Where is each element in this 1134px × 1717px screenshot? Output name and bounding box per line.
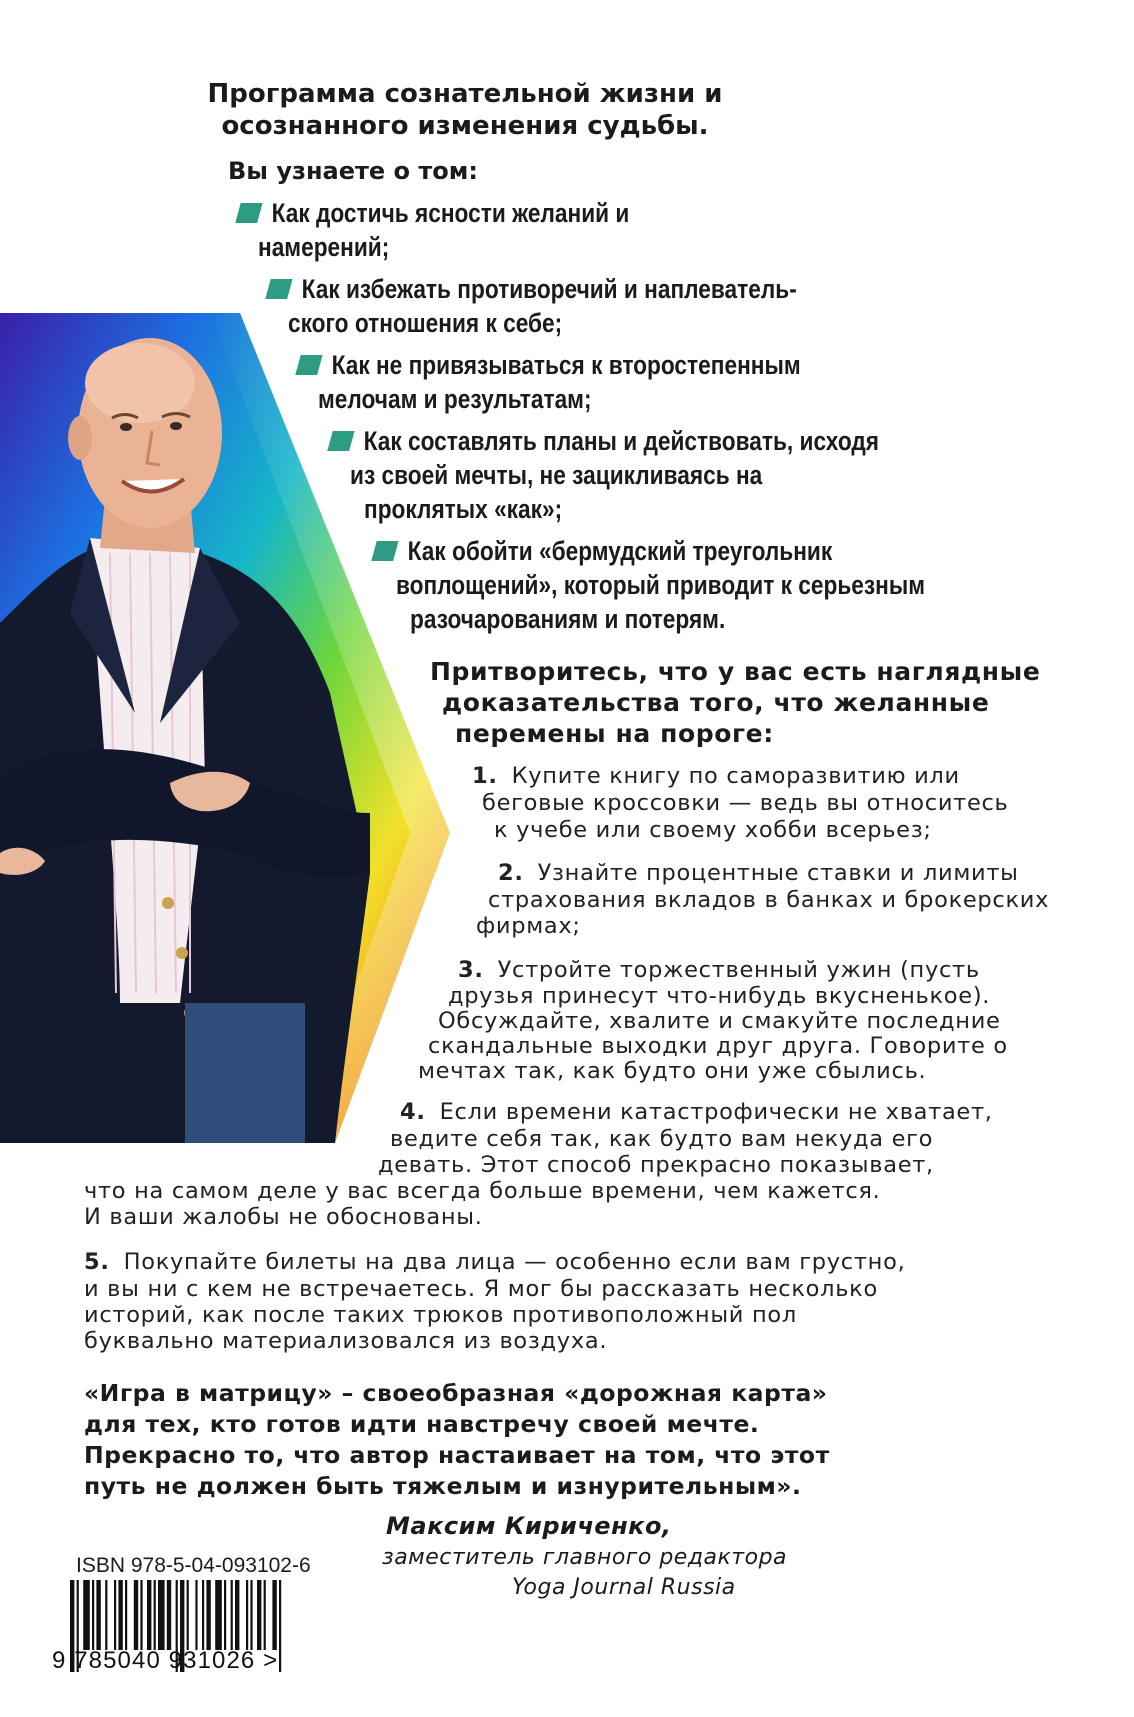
step-4-line-4: что на самом деле у вас всегда больше времени, чем кажется.	[84, 1178, 881, 1204]
step-2	[498, 860, 1019, 886]
step-5-line-3: историй, как после таких трюков противоположный пол	[84, 1302, 797, 1328]
barcode-bar	[257, 1580, 261, 1650]
review-quote	[84, 1378, 830, 1502]
step-4-line-2: ведите себя так, как будто вам некуда его	[390, 1126, 934, 1152]
barcode-bar	[187, 1580, 189, 1650]
barcode-bar	[272, 1580, 276, 1650]
learn-item-4-line-1: Как составлять планы и действовать, исходя	[363, 426, 880, 456]
quote-line-4: путь не должен быть тяжелым и изнурительным».	[84, 1472, 802, 1500]
learn-item-5-line-2: воплощений», который приводит к серьезным	[396, 570, 926, 600]
author-role: заместитель главного редактора	[382, 1545, 788, 1570]
barcode-bar	[167, 1580, 171, 1650]
step-4-number: 4.	[400, 1099, 426, 1125]
barcode-bar	[105, 1580, 107, 1650]
step-1	[472, 763, 960, 789]
step-3-line-2: друзья принесут что-нибудь вкусненькое).	[448, 983, 991, 1009]
step-1-line-2: беговые кроссовки — ведь вы относитесь	[482, 790, 1009, 816]
barcode-bar	[235, 1580, 239, 1650]
learn-item-5	[374, 534, 832, 568]
learn-item-1-line-1: Как достичь ясности желаний и	[271, 198, 630, 228]
step-4-line-3: девать. Этот способ прекрасно показывает,	[378, 1152, 934, 1178]
learn-item-3-line-2: мелочам и результатам;	[318, 384, 592, 414]
bullet-marker-icon	[371, 541, 398, 561]
learn-item-4-line-3: проклятых «как»;	[364, 494, 563, 524]
title-line-1: Программа сознательной жизни и	[207, 79, 723, 109]
barcode-bar	[264, 1580, 266, 1650]
step-2-line-2: страхования вкладов в банках и брокерских	[488, 887, 1050, 913]
quote-line-2: для тех, кто готов идти навстречу своей мечте.	[84, 1410, 760, 1438]
step-2-line-1: Узнайте процентные ставки и лимиты	[537, 860, 1019, 886]
barcode-digits: 9 785040 931026 >	[52, 1647, 279, 1674]
step-3-line-3: Обсуждайте, хвалите и смакуйте последние	[438, 1008, 1001, 1034]
barcode-bar	[134, 1580, 138, 1650]
barcode-bar	[224, 1580, 226, 1650]
step-5-line-4: буквально материализовался из воздуха.	[84, 1328, 608, 1354]
author-publication: Yoga Journal Russia	[512, 1575, 736, 1600]
learn-item-2	[268, 272, 797, 306]
pretend-line-3: перемены на пороге:	[455, 719, 774, 748]
learn-item-5-line-1: Как обойти «бермудский треугольник	[407, 536, 833, 566]
barcode-bar	[154, 1580, 156, 1650]
step-5	[84, 1249, 905, 1275]
barcode-bar	[147, 1580, 151, 1650]
barcode-bar	[250, 1580, 252, 1650]
barcode-bar	[279, 1580, 281, 1672]
barcode-bar	[158, 1580, 165, 1650]
bullet-marker-icon	[265, 279, 292, 299]
step-2-number: 2.	[498, 860, 524, 886]
learn-item-4	[330, 424, 879, 458]
step-3	[458, 957, 980, 983]
step-4-line-5: И ваши жалобы не обоснованы.	[84, 1204, 483, 1230]
barcode-bar	[231, 1580, 233, 1650]
quote-line-1: «Игра в матрицу» – своеобразная «дорожная карта»	[84, 1379, 828, 1407]
quote-line-3: Прекрасно то, что автор настаивает на том, что этот	[84, 1441, 830, 1469]
pretend-line-1: Притворитесь, что у вас есть наглядные	[430, 657, 1041, 686]
barcode-bar	[202, 1580, 204, 1650]
learn-item-2-line-1: Как избежать противоречий и наплеватель-	[301, 274, 797, 304]
learn-item-1-line-2: намерений;	[258, 232, 390, 262]
learn-item-1	[238, 196, 629, 230]
step-3-line-5: мечтах так, как будто они уже сбылись.	[418, 1058, 927, 1084]
bullet-marker-icon	[235, 203, 262, 223]
barcode-bar	[96, 1580, 100, 1650]
step-1-line-1: Купите книгу по саморазвитию или	[511, 763, 960, 789]
step-5-line-1: Покупайте билеты на два лица — особенно если вам грустно,	[123, 1249, 906, 1275]
pretend-line-2: доказательства того, что желанные	[442, 688, 990, 717]
barcode-bar	[140, 1580, 142, 1650]
barcode-bar	[125, 1580, 127, 1650]
title-line-2: осознанного изменения судьбы.	[221, 111, 709, 141]
learn-item-3-line-1: Как не привязываться к второстепенным	[331, 350, 801, 380]
step-3-number: 3.	[458, 957, 484, 983]
barcode-bar	[114, 1580, 116, 1650]
barcode-bar	[83, 1580, 90, 1650]
page-title	[150, 78, 780, 142]
step-1-line-3: к учебе или своему хобби всерьез;	[494, 817, 932, 843]
step-3-line-1: Устройте торжественный ужин (пусть	[497, 957, 980, 983]
step-2-line-3: фирмах;	[476, 913, 581, 939]
barcode-bar	[246, 1580, 248, 1650]
learn-item-3	[298, 348, 801, 382]
intro-heading: Вы узнаете о том:	[228, 157, 478, 185]
barcode-bar	[215, 1580, 222, 1650]
learn-item-5-line-3: разочарованиям и потерям.	[410, 604, 726, 634]
step-4-line-1: Если времени катастрофически не хватает,	[439, 1099, 993, 1125]
step-3-line-4: скандальные выходки друг друга. Говорите о	[428, 1033, 1008, 1059]
bullet-marker-icon	[327, 431, 354, 451]
barcode-bar	[195, 1580, 197, 1650]
barcode-bar	[206, 1580, 210, 1650]
step-5-line-2: и вы ни с кем не встречаетесь. Я мог бы рассказать несколько	[84, 1276, 878, 1302]
learn-item-2-line-2: ского отношения к себе;	[288, 308, 563, 338]
learn-item-4-line-2: из своей мечты, не зацикливаясь на	[350, 460, 763, 490]
isbn-label: ISBN 978-5-04-093102-6	[76, 1554, 311, 1577]
barcode-bar	[118, 1580, 122, 1650]
quote-author: Максим Кириченко,	[386, 1512, 672, 1540]
step-4	[400, 1099, 993, 1125]
step-1-number: 1.	[472, 763, 498, 789]
barcode-bar	[92, 1580, 94, 1650]
bullet-marker-icon	[295, 355, 322, 375]
step-5-number: 5.	[84, 1249, 110, 1275]
